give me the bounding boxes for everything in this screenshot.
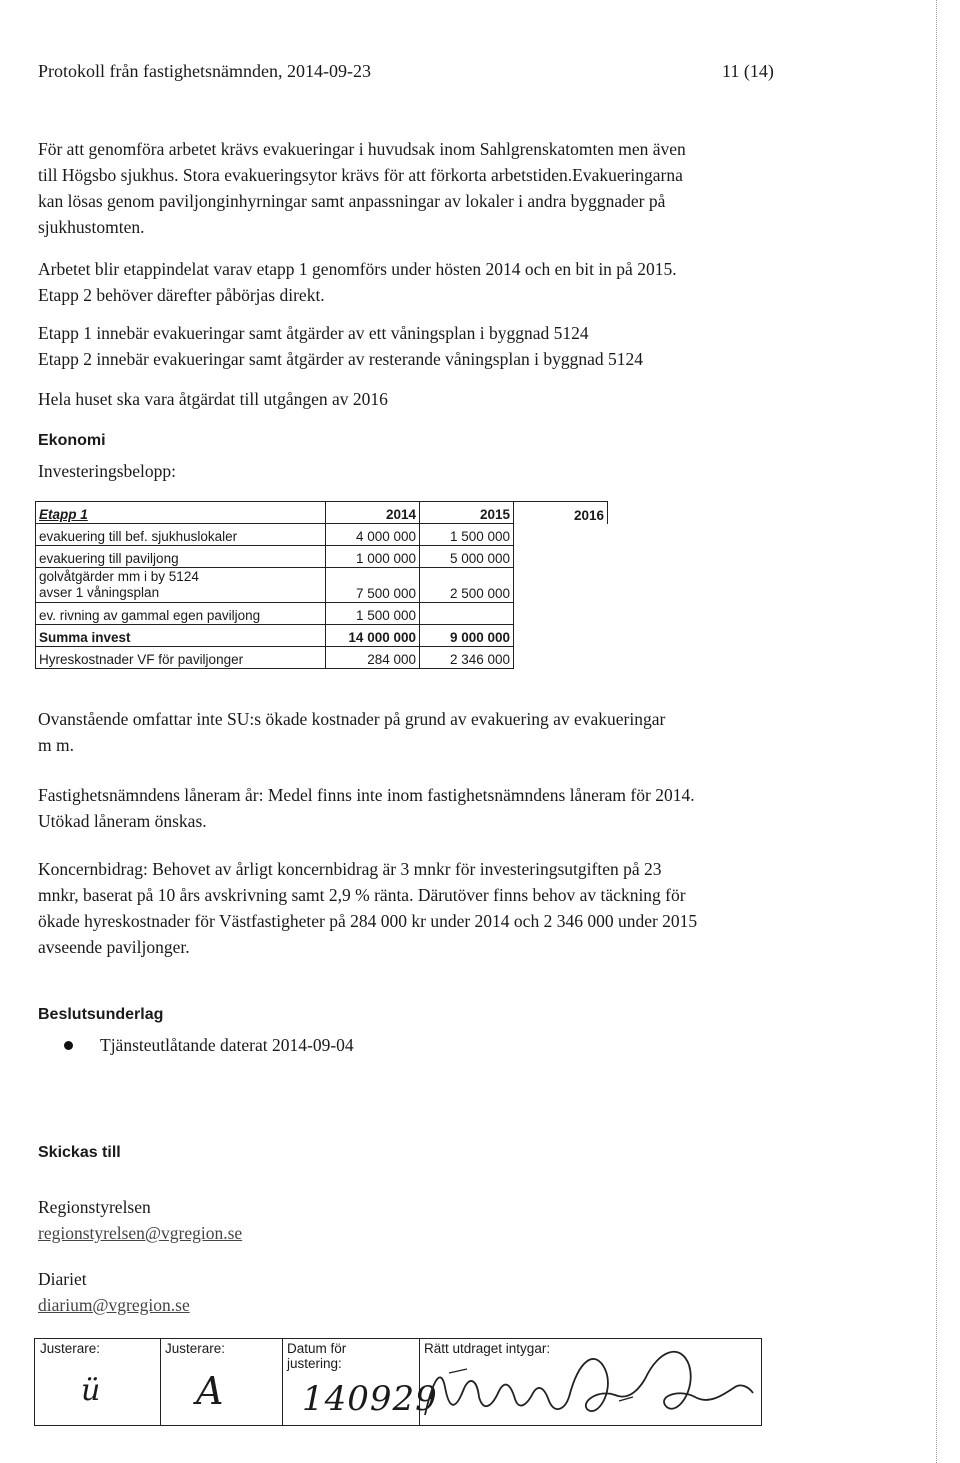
signature-label: Justerare: <box>40 1341 101 1356</box>
handwritten-signature <box>419 1339 759 1425</box>
subheading-investment: Investeringsbelopp: <box>38 461 177 481</box>
signature-cell-certified <box>419 1339 761 1425</box>
paragraph-stage-content <box>38 320 798 372</box>
signature-cell-date <box>282 1339 438 1425</box>
column-header-2015: 2015 <box>420 502 514 524</box>
text-line: till Högsbo sjukhus. Stora evakueringsytor krävs för att förkorta arbetstiden.Evakueringarna <box>38 165 683 185</box>
table-row <box>36 647 608 669</box>
decision-basis-item: Tjänsteutlåtande daterat 2014-09-04 <box>100 1035 354 1055</box>
investment-table <box>35 501 608 669</box>
column-header-2014: 2014 <box>326 502 420 524</box>
cell-2015: 1 500 000 <box>420 524 514 546</box>
handwritten-initials: ü <box>81 1373 101 1408</box>
signature-box <box>34 1338 762 1426</box>
text-line: Arbetet blir etappindelat varav etapp 1 genomförs under hösten 2014 och en bit in på 2015. <box>38 259 677 279</box>
text-line: Etapp 2 behöver därefter påbörjas direkt. <box>38 285 325 305</box>
text-line: Ovanstående omfattar inte SU:s ökade kostnader på grund av evakuering av evakueringar <box>38 709 666 729</box>
text-line: Etapp 2 innebär evakueringar samt åtgärder av resterande våningsplan i byggnad 5124 <box>38 349 643 369</box>
table-header-row <box>36 502 608 524</box>
paragraph-stages <box>38 256 798 308</box>
page-number: 11 (14) <box>722 61 774 81</box>
cell-2014: 14 000 000 <box>326 625 420 647</box>
label-line: Datum för <box>287 1341 347 1356</box>
heading-ekonomi: Ekonomi <box>38 432 106 449</box>
recipient-email-link[interactable]: regionstyrelsen@vgregion.se <box>38 1223 243 1243</box>
text-line: mnkr, baserat på 10 års avskrivning samt 2,9 % ränta. Därutöver finns behov av täckning för <box>38 885 686 905</box>
row-label: Hyreskostnader VF för paviljonger <box>36 647 326 669</box>
signature-label <box>287 1341 346 1371</box>
recipient-name: Diariet <box>38 1269 87 1289</box>
row-label: Summa invest <box>36 625 326 647</box>
heading-skickas-till: Skickas till <box>38 1144 121 1161</box>
recipient-email-link[interactable]: diarium@vgregion.se <box>38 1295 190 1315</box>
text-line: kan lösas genom paviljonginhyrningar samt anpassningar av lokaler i andra byggnader på <box>38 191 666 211</box>
handwritten-date: 140929 <box>302 1379 438 1419</box>
text-line: avseende paviljonger. <box>38 937 190 957</box>
cell-2014: 1 500 000 <box>326 603 420 625</box>
paragraph-evacuation <box>38 136 798 240</box>
text-line: ökade hyreskostnader för Västfastigheter på 284 000 kr under 2014 och 2 346 000 under 2015 <box>38 911 698 931</box>
row-label: evakuering till bef. sjukhuslokaler <box>36 524 326 546</box>
paragraph-completion: Hela huset ska vara åtgärdat till utgången av 2016 <box>38 389 388 409</box>
scan-edge-line <box>936 0 938 1463</box>
row-label <box>36 568 326 603</box>
cell-2015: 2 500 000 <box>420 568 514 603</box>
row-label: evakuering till paviljong <box>36 546 326 568</box>
table-row <box>36 568 608 603</box>
paragraph-loan-frame <box>38 782 798 834</box>
text-line: Fastighetsnämndens låneram år: Medel finns inte inom fastighetsnämndens låneram för 2014. <box>38 785 695 805</box>
row-label-line: golvåtgärder mm i by 5124 <box>39 569 199 584</box>
recipient-name: Regionstyrelsen <box>38 1197 151 1217</box>
label-line: justering: <box>287 1356 342 1371</box>
text-line: m m. <box>38 735 74 755</box>
paragraph-group-contribution <box>38 856 798 960</box>
text-line: För att genomföra arbetet krävs evakueringar i huvudsak inom Sahlgrenskatomten men även <box>38 139 686 159</box>
column-header-stage: Etapp 1 <box>39 507 88 522</box>
signature-label: Rätt utdraget intygar: <box>424 1341 551 1356</box>
table-row <box>36 524 608 546</box>
text-line: Koncernbidrag: Behovet av årligt koncernbidrag är 3 mnkr för investeringsutgiften på 23 <box>38 859 662 879</box>
cell-2014: 1 000 000 <box>326 546 420 568</box>
signature-cell-adjuster-1 <box>35 1339 161 1425</box>
cell-2014: 284 000 <box>326 647 420 669</box>
document-header-title: Protokoll från fastighetsnämnden, 2014-09-23 <box>38 61 371 81</box>
bullet-icon <box>64 1041 73 1050</box>
cell-2014: 4 000 000 <box>326 524 420 546</box>
signature-cell-adjuster-2 <box>160 1339 283 1425</box>
cell-2014: 7 500 000 <box>326 568 420 603</box>
heading-beslutsunderlag: Beslutsunderlag <box>38 1006 164 1023</box>
table-row <box>36 603 608 625</box>
text-line: sjukhustomten. <box>38 217 145 237</box>
cell-2015 <box>420 603 514 625</box>
row-label: ev. rivning av gammal egen paviljong <box>36 603 326 625</box>
column-header-2016: 2016 <box>514 502 608 524</box>
text-line: Etapp 1 innebär evakueringar samt åtgärder av ett våningsplan i byggnad 5124 <box>38 323 589 343</box>
handwritten-initials: A <box>196 1369 224 1413</box>
row-label-line: avser 1 våningsplan <box>39 585 160 600</box>
text-line: Utökad låneram önskas. <box>38 811 207 831</box>
table-row-total <box>36 625 608 647</box>
signature-label: Justerare: <box>165 1341 226 1356</box>
table-row <box>36 546 608 568</box>
cell-2015: 9 000 000 <box>420 625 514 647</box>
cell-2015: 5 000 000 <box>420 546 514 568</box>
cell-2015: 2 346 000 <box>420 647 514 669</box>
paragraph-excluded-costs <box>38 706 798 758</box>
